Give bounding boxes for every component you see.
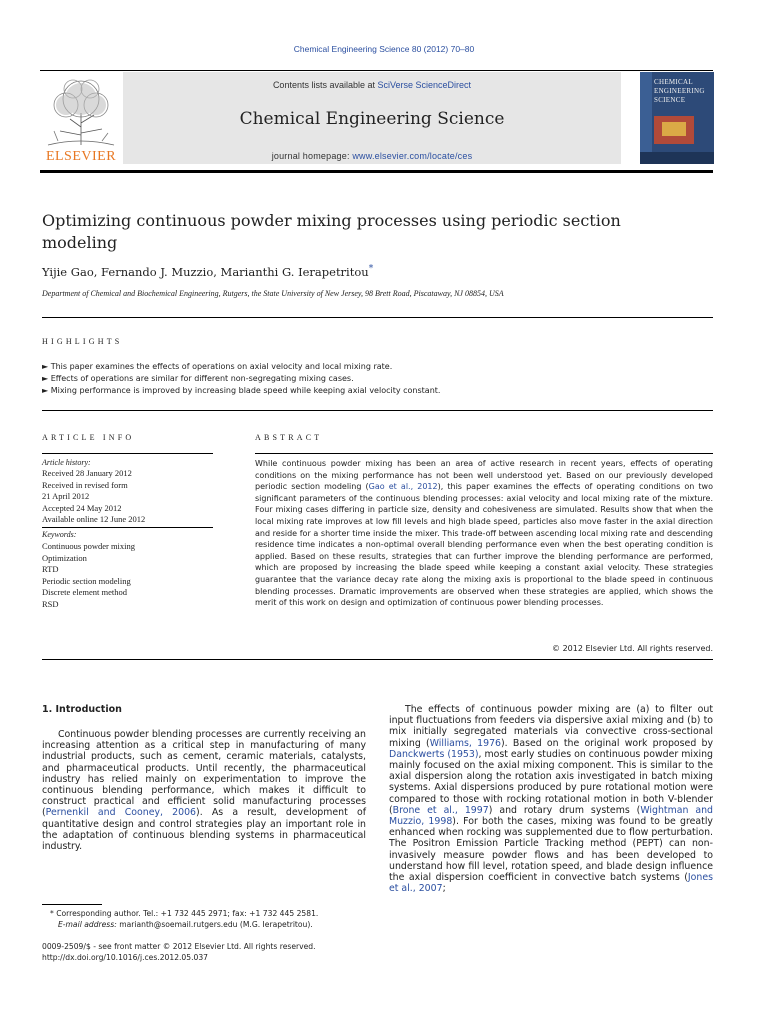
article-title: Optimizing continuous powder mixing processes using periodic section modeling [42, 211, 621, 252]
footnote [50, 908, 370, 930]
intro-text-part: ; [442, 883, 446, 895]
citation-link[interactable]: Jones et al., 2007 [389, 872, 713, 895]
citation-link[interactable]: Danckwerts (1953) [389, 748, 479, 760]
highlights-bottom-rule [42, 410, 713, 411]
keyword-item: Periodic section modeling [42, 575, 131, 586]
publisher-name: ELSEVIER [45, 149, 117, 164]
authors-names: Yijie Gao, Fernando J. Muzzio, Marianthi G. Ierapetritou [42, 264, 369, 279]
keywords-title: Keywords: [42, 530, 77, 539]
highlight-item: ► Mixing performance is improved by increasing blade speed while keeping axial velocity constant. [42, 386, 441, 395]
intro-left-paragraph [42, 729, 366, 852]
corresponding-author-mark[interactable]: * [368, 264, 374, 274]
contents-prefix: Contents lists available at [272, 80, 378, 90]
history-line: Accepted 24 May 2012 [42, 502, 122, 513]
issn-line: 0009-2509/$ - see front matter © 2012 Elsevier Ltd. All rights reserved. [42, 942, 316, 951]
journal-cover-thumbnail [640, 72, 714, 164]
intro-text-part: ). For both the cases, mixing was found to be greatly enhanced when rocking was supplemented due to flow perturbation. The Positron Emission Particle Tracking method (PEPT) can non-invasively measure powder flows and has been developed to understand how fill level, rotation speed, and blade design influence the axial dispersion coefficient in convective batch systems ( [389, 816, 713, 884]
intro-text-part: ). As a result, development of quantitative design and control strategies play an important role in the adaptation of continuous blending systems in pharmaceutical industry. [42, 807, 366, 853]
header-top-rule [40, 70, 713, 71]
article-history [42, 468, 213, 526]
intro-text-part: ) and rotary drum systems ( [488, 804, 641, 816]
highlights-heading: HIGHLIGHTS [42, 337, 123, 346]
highlights-top-rule [42, 317, 713, 318]
elsevier-tree-icon [40, 75, 122, 147]
keyword-item: Continuous powder mixing [42, 541, 136, 551]
journal-citation[interactable]: Chemical Engineering Science 80 (2012) 70–80 [293, 44, 475, 54]
contents-availability [123, 80, 621, 90]
intro-right-paragraph [389, 704, 713, 894]
keyword-item: RSD [42, 598, 59, 609]
affiliation: Department of Chemical and Biochemical Engineering, Rutgers, the State University of New Jersey, 98 Brett Road, Piscataway, NJ 08854, USA [42, 289, 504, 298]
sciencedirect-link[interactable]: SciVerse ScienceDirect [377, 80, 472, 90]
article-info-rule [42, 453, 213, 454]
intro-text-part: Continuous powder blending processes are currently receiving an increasing attention as a critical step in manufacturing of many industrial products, such as cement, ceramic materials, catalysts, and pharmaceutical products. Until recently, the pharmaceutical industry has relied mainly on experimentation to improve the continuous blending performance, which makes it difficult to construct practical and efficient solid manufacturing processes ( [42, 729, 366, 819]
intro-text-part: , most early studies on continuous powder mixing mainly focused on the axial mixing component. This is similar to the axial dispersion along the rotation axis investigated in batch mixing systems. Axial dispersions produced by pure rotational motion were compared to those with rocking rotational motion in both V-blender ( [389, 748, 713, 816]
citation-link[interactable]: Williams, 1976 [429, 737, 502, 749]
history-line: Received 28 January 2012 [42, 468, 132, 478]
doi-link[interactable]: http://dx.doi.org/10.1016/j.ces.2012.05.037 [42, 953, 209, 962]
article-info-heading: ARTICLE INFO [42, 433, 135, 442]
abstract-heading: ABSTRACT [255, 433, 323, 442]
keyword-item: RTD [42, 564, 59, 575]
cover-title: CHEMICAL ENGINEERING SCIENCE [654, 78, 705, 104]
citation-link[interactable]: Wightman and Muzzio, 1998 [389, 804, 713, 828]
journal-title: Chemical Engineering Science [239, 109, 505, 129]
abstract-rule [255, 453, 713, 454]
abstract-text-part: ), this paper examines the effects of operating conditions on two significant parameters of the continuous blending processes: axial velocity and local mixing rate of the mixture. Four mixing cases differing in particle size, density and cohesiveness are simulated. Results show that when the local mixing rate improves at low fill levels and high blade speed, particles also move faster in the axial direction and reside for a shorter time inside the mixer. This trade-off between ascending local mixing rate and descending residence time indicates a non-optimal overall blending performance even when the best operating condition is applied. Based on these results, strategies that can further improve the blending performance are performed, which are proposed by increasing the blade speed while keeping a constant axial velocity. These strategies guarantee that the variance decay rate along the mixing axis is proportional to the blade speed in continuous blending processes. Dramatic improvements are observed when these strategies are applied, which shows the merit of this work on design and optimization of continuous power blending processes. [255, 482, 713, 608]
keyword-item: Discrete element method [42, 587, 127, 598]
abstract-copyright: © 2012 Elsevier Ltd. All rights reserved. [552, 644, 713, 653]
keyword-item: Optimization [42, 552, 87, 563]
intro-text-part: The effects of continuous powder mixing are (a) to filter out input fluctuations from feeders via dispersive axial mixing and (b) to mix initially segregated materials via convective cross-sectional mixing ( [389, 704, 713, 749]
author-email[interactable]: marianth@soemail.rutgers.edu (M.G. Ierapetritou). [116, 920, 313, 929]
abstract-text-part: While continuous powder mixing has been an area of active research in recent years, effects of operating conditions on the mixing performance has not been well understood yet. Based on our previously developed periodic section modeling ( [255, 459, 713, 492]
citation-link[interactable]: Brone et al., 1997 [392, 804, 489, 816]
footnote-contact: * Corresponding author. Tel.: +1 732 445 2971; fax: +1 732 445 2581. [50, 909, 319, 918]
keywords-rule [42, 527, 213, 528]
citation-link[interactable]: Gao et al., 2012 [368, 482, 438, 492]
highlights-list [42, 361, 713, 397]
email-label: E-mail address: [58, 920, 117, 929]
journal-homepage [123, 151, 621, 161]
highlight-item: ► Effects of operations are similar for different non-segregating mixing cases. [42, 374, 354, 383]
history-line: 21 April 2012 [42, 491, 90, 502]
abstract-text [255, 458, 713, 609]
abstract-bottom-rule [42, 659, 713, 660]
citation-link[interactable]: Pernenkil and Cooney, 2006 [45, 807, 197, 819]
history-line: Received in revised form [42, 479, 128, 490]
homepage-link[interactable]: www.elsevier.com/locate/ces [352, 151, 473, 161]
header-bottom-rule [40, 170, 713, 173]
homepage-prefix: journal homepage: [271, 151, 353, 161]
publisher-logo [40, 75, 122, 165]
footnote-email-line [50, 919, 370, 930]
section-heading: 1. Introduction [42, 704, 122, 715]
author-list [42, 264, 373, 279]
history-line: Available online 12 June 2012 [42, 514, 146, 525]
page-footer [42, 941, 372, 963]
article-history-title: Article history: [42, 458, 91, 467]
intro-text-part: ). Based on the original work proposed by [501, 737, 714, 749]
footnote-rule [42, 904, 102, 905]
keyword-list [42, 541, 213, 611]
highlight-item: ► This paper examines the effects of operations on axial velocity and local mixing rate. [42, 362, 393, 371]
